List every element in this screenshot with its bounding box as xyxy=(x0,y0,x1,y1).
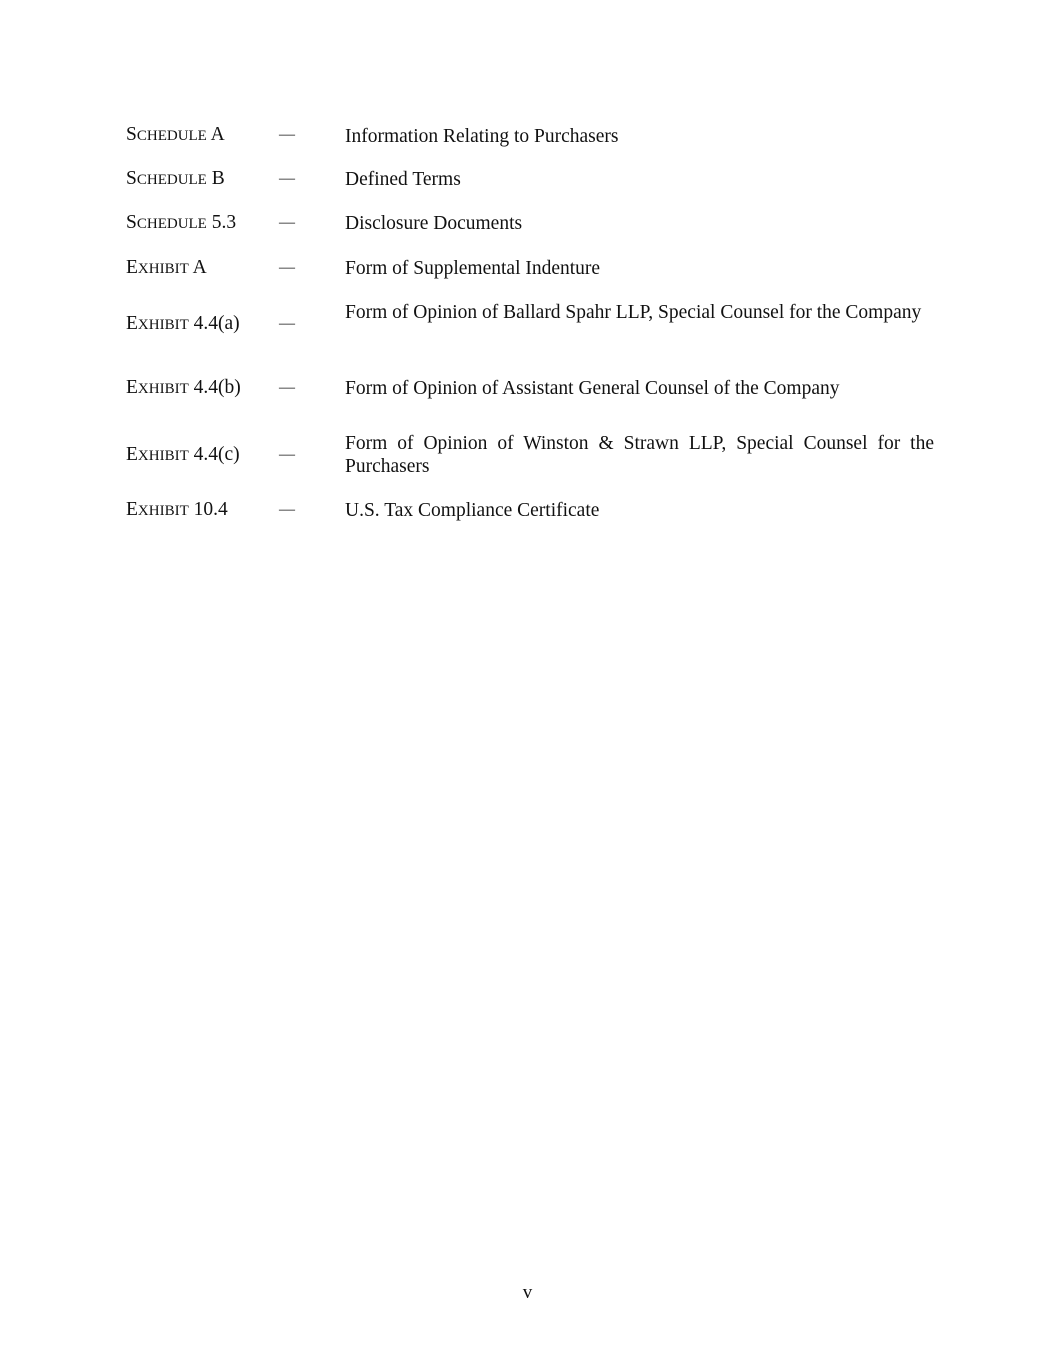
entry-description: Form of Supplemental Indenture xyxy=(345,258,601,279)
entry-label: SCHEDULE A xyxy=(126,124,225,145)
entry-description: Information Relating to Purchasers xyxy=(345,126,619,147)
entry-description: Disclosure Documents xyxy=(345,213,523,234)
dash-separator: — xyxy=(279,501,295,518)
page-number: v xyxy=(522,1282,533,1303)
dash-separator: — xyxy=(279,214,295,231)
entry-description: U.S. Tax Compliance Certificate xyxy=(345,500,600,521)
entry-description: Form of Opinion of Winston & Strawn LLP, Special Counsel for the Purchasers xyxy=(345,433,934,477)
entry-label: EXHIBIT 4.4(c) xyxy=(126,444,240,465)
dash-separator: — xyxy=(279,446,295,463)
dash-separator: — xyxy=(279,315,295,332)
dash-separator: — xyxy=(279,170,295,187)
entry-description: Form of Opinion of Ballard Spahr LLP, Special Counsel for the Company xyxy=(345,302,922,323)
entry-label: EXHIBIT 10.4 xyxy=(126,499,228,520)
entry-label: SCHEDULE B xyxy=(126,168,225,189)
entry-description: Form of Opinion of Assistant General Counsel of the Company xyxy=(345,378,840,399)
dash-separator: — xyxy=(279,126,295,143)
entry-description: Defined Terms xyxy=(345,169,461,190)
entry-label: EXHIBIT 4.4(b) xyxy=(126,377,241,398)
entry-label: EXHIBIT 4.4(a) xyxy=(126,313,240,334)
entry-label: SCHEDULE 5.3 xyxy=(126,212,237,233)
entry-label: EXHIBIT A xyxy=(126,257,207,278)
dash-separator: — xyxy=(279,379,295,396)
dash-separator: — xyxy=(279,259,295,276)
